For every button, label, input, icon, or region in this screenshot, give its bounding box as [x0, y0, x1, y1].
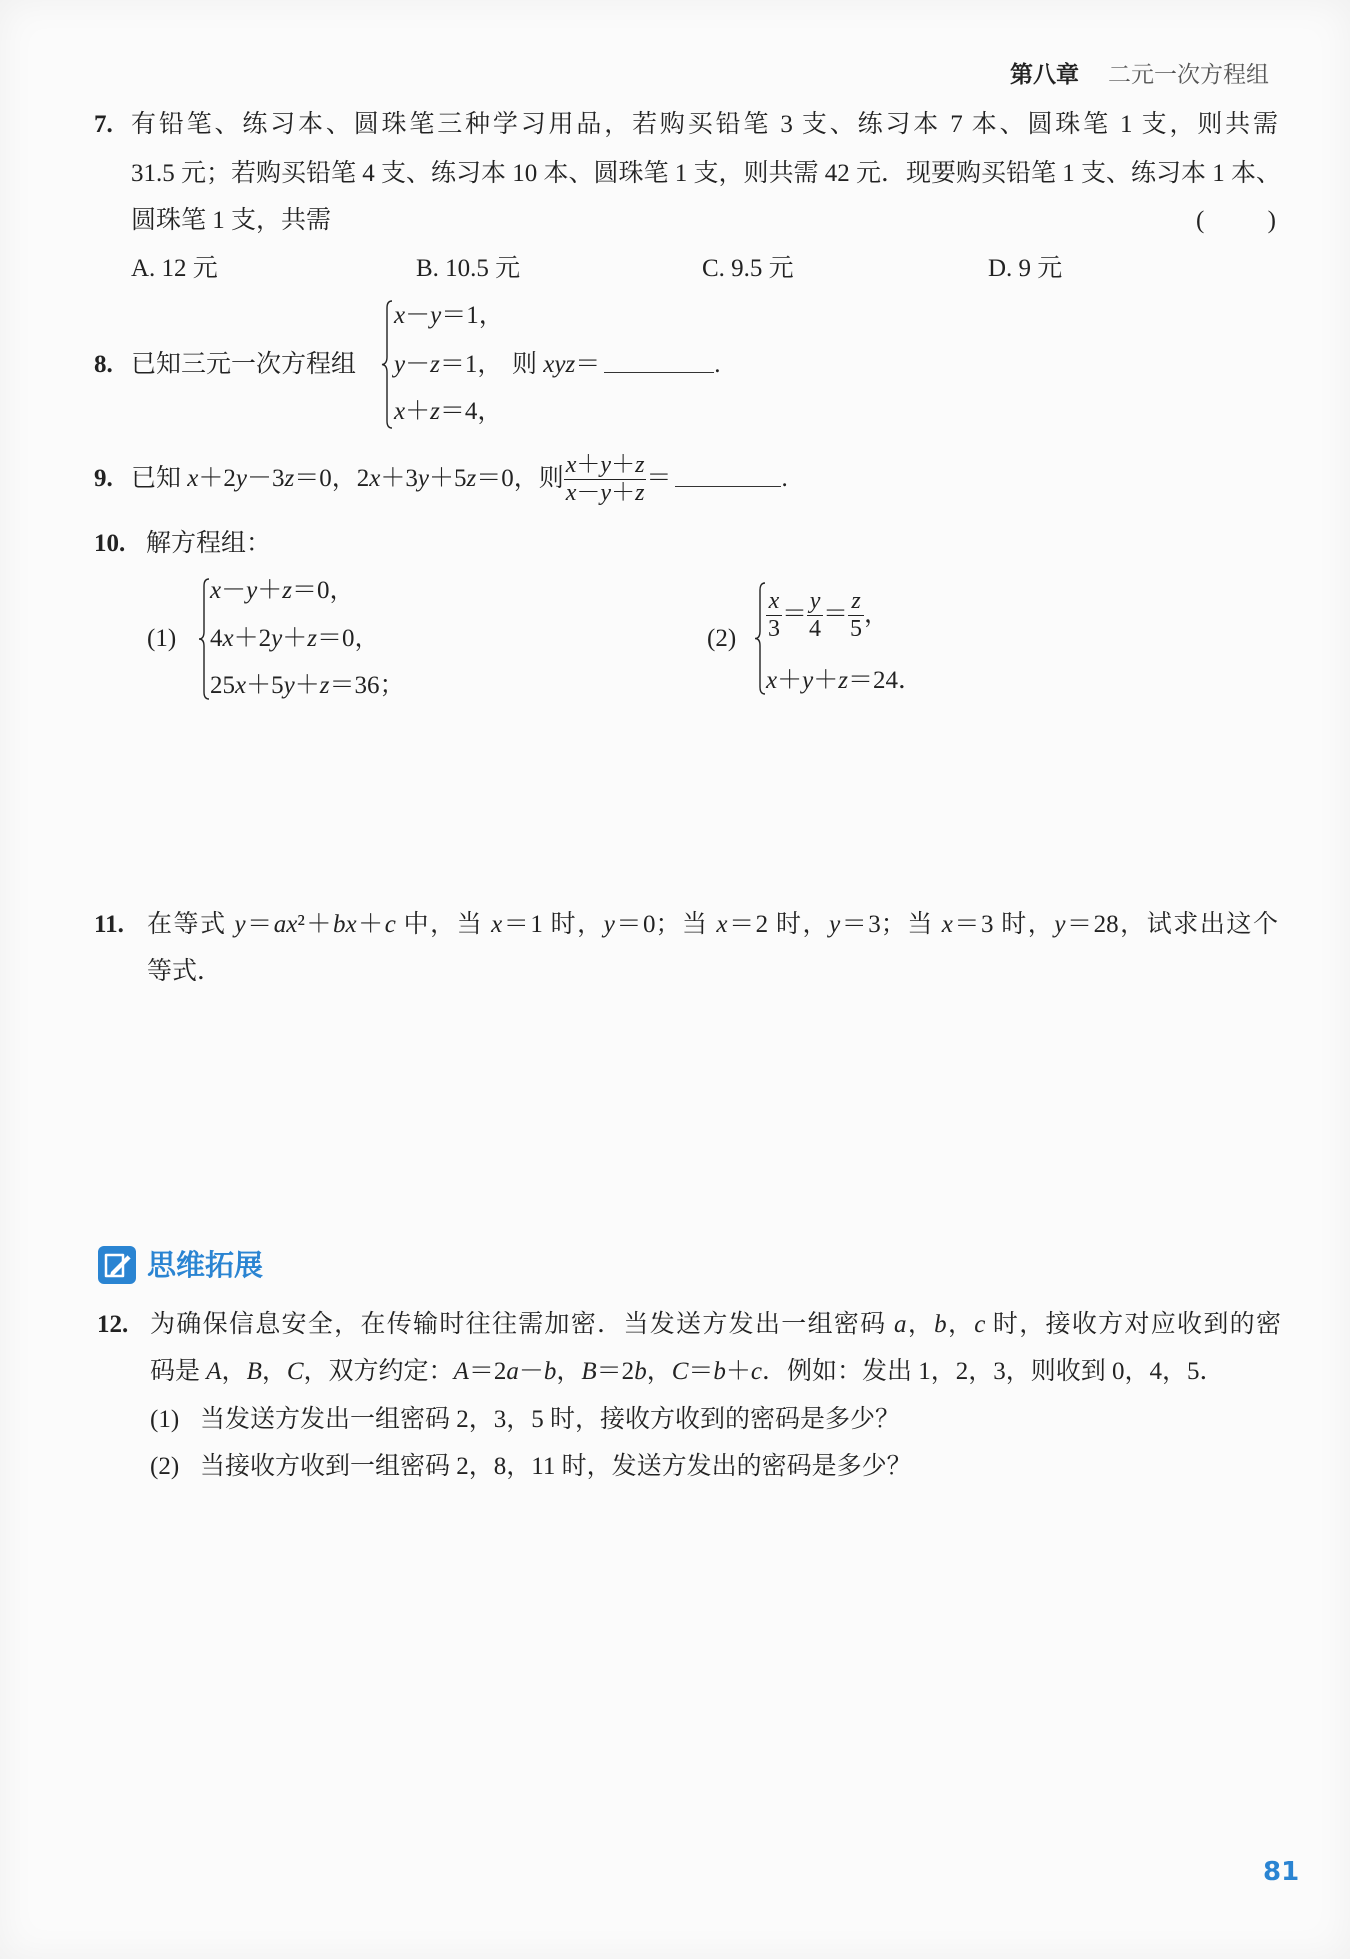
answer-bracket: ( ) [1196, 207, 1276, 234]
fraction [564, 452, 647, 507]
math-variable: b [543, 1358, 557, 1385]
equation: x＋y＋z＝24． [766, 667, 923, 694]
chapter-title: 二元一次方程组 [1108, 62, 1269, 88]
math-variable: z [635, 479, 645, 506]
fraction-numerator [849, 588, 862, 615]
pencil-note-icon [97, 1245, 137, 1285]
proportion-equation [766, 586, 889, 644]
math-variable: A [453, 1358, 469, 1385]
math-variable: y [603, 911, 615, 938]
math-variable: z [319, 672, 330, 699]
math-variable: c [384, 911, 396, 938]
math-variable: y [234, 911, 246, 938]
math-variable: y [600, 451, 612, 478]
math-variable: z [466, 465, 477, 492]
equation: x－y＋z＝0， [210, 577, 355, 604]
question-8-number: 8. [94, 351, 113, 378]
math-variable: x [369, 465, 381, 492]
option-d: D. 9 元 [988, 255, 1063, 282]
question-8-lead: 已知三元一次方程组 [131, 351, 357, 378]
math-variable: x [565, 479, 577, 506]
section-title: 思维拓展 [147, 1248, 264, 1282]
sub-question-label: (1) [150, 1406, 180, 1433]
math-variable: z [282, 577, 292, 604]
fraction [848, 588, 864, 643]
math-variable: x [394, 302, 406, 329]
equation: y－z＝1， [394, 351, 503, 378]
chapter-label: 第八章 [1010, 62, 1079, 88]
fraction [807, 588, 823, 643]
math-variable: a [894, 1311, 907, 1338]
question-11-line: 在等式 y＝ax²＋bx＋c 中，当 x＝1 时，y＝0；当 x＝2 时，y＝3；当 x＝3 时，y＝28，试求出这个 [147, 911, 1278, 938]
equals-sign: ＝ [646, 465, 672, 492]
comma: ， [864, 601, 890, 628]
question-9-row [131, 447, 788, 511]
fraction-numerator [808, 588, 823, 615]
equals-sign: ＝ [823, 601, 849, 628]
math-variable: x [222, 625, 234, 652]
answer-blank [675, 471, 781, 487]
part-2-label: (2) [707, 625, 737, 652]
question-12-number: 12. [97, 1311, 129, 1338]
page-number: 81 [1263, 1857, 1300, 1887]
math-variable: z [307, 625, 317, 652]
option-b: B. 10.5 元 [416, 255, 521, 282]
fraction-denominator: 3 [768, 615, 780, 642]
question-10-number: 10. [94, 530, 126, 557]
math-variable: C [671, 1358, 689, 1385]
sub-question-label: (2) [150, 1453, 180, 1480]
period: . [714, 351, 721, 378]
math-variable: y [283, 672, 295, 699]
question-7-line: 有铅笔、练习本、圆珠笔三种学习用品，若购买铅笔 3 支、练习本 7 本、圆珠笔 1 支，则共需 [131, 111, 1278, 138]
math-variable: y [271, 625, 283, 652]
math-variable: x [491, 911, 503, 938]
math-variable: x [941, 911, 953, 938]
math-variable: z [284, 465, 295, 492]
question-7-number: 7. [94, 111, 113, 138]
math-variable: B [581, 1358, 597, 1385]
math-variable: y [1054, 911, 1066, 938]
math-variable: xyz [543, 351, 576, 378]
math-variable: z [430, 398, 440, 425]
sub-question-text: 当接收方收到一组密码 2，8，11 时，发送方发出的密码是多少？ [200, 1453, 912, 1480]
fraction-denominator: 4 [809, 615, 822, 642]
equation: x－y＝1， [394, 302, 504, 329]
question-12-line: 码是 A，B，C，双方约定：A＝2a－b，B＝2b，C＝b＋c．例如：发出 1，2，3，则收到 0，4，5． [150, 1358, 1225, 1385]
equation: x＋z＝4， [394, 398, 503, 425]
math-variable: y [417, 465, 429, 492]
math-variable: y [430, 302, 442, 329]
math-variable: y [246, 577, 258, 604]
math-variable: x [768, 587, 780, 614]
math-variable: z [851, 587, 861, 614]
math-variable: x [766, 667, 778, 694]
math-variable: B [246, 1358, 262, 1385]
math-variable: ax [273, 911, 298, 938]
math-variable: y [829, 911, 841, 938]
math-variable: x [716, 911, 728, 938]
left-brace [381, 300, 393, 429]
question-8-then: 则 xyz＝ [512, 351, 601, 378]
question-11-line: 等式． [147, 958, 223, 985]
equation: 4x＋2y＋z＝0， [210, 625, 380, 652]
option-a: A. 12 元 [131, 255, 218, 282]
fraction [766, 588, 782, 643]
math-variable: x [394, 398, 406, 425]
question-9-number: 9. [94, 465, 113, 492]
question-11-number: 11. [94, 911, 124, 938]
question-12-line: 为确保信息安全，在传输时往往需加密．当发送方发出一组密码 a，b，c 时，接收方对应收到的密 [150, 1311, 1281, 1338]
math-variable: c [750, 1358, 763, 1385]
math-variable: y [809, 587, 821, 614]
question-9-lead: 已知 x＋2y－3z＝0，2x＋3y＋5z＝0，则 [131, 465, 564, 492]
math-variable: c [974, 1311, 986, 1338]
math-variable: b [713, 1358, 726, 1385]
fraction-denominator: 5 [850, 615, 863, 642]
equals-sign: ＝ [782, 601, 808, 628]
math-variable: y [802, 667, 814, 694]
math-variable: z [838, 667, 848, 694]
math-variable: y [600, 479, 612, 506]
math-variable: x [235, 672, 247, 699]
left-brace [198, 578, 210, 700]
math-variable: y [235, 465, 247, 492]
math-variable: y [394, 351, 406, 378]
question-7-line: 31.5 元；若购买铅笔 4 支、练习本 10 本、圆珠笔 1 支，则共需 42 元．现要购买铅笔 1 支、练习本 1 本、 [131, 160, 1282, 187]
math-variable: x [210, 577, 222, 604]
fraction-numerator: x＋y＋z [565, 451, 645, 478]
sub-question-text: 当发送方发出一组密码 2，3，5 时，接收方收到的密码是多少？ [200, 1406, 901, 1433]
math-variable: C [286, 1358, 304, 1385]
math-variable: b [934, 1311, 947, 1338]
period: . [781, 465, 788, 492]
fraction-numerator [767, 588, 782, 615]
math-variable: z [430, 351, 440, 378]
equation: 25x＋5y＋z＝36； [210, 672, 405, 699]
answer-blank [604, 357, 714, 373]
left-brace [754, 582, 766, 695]
question-8-answer-row [512, 347, 720, 383]
math-variable: bx [332, 911, 357, 938]
math-variable: z [635, 451, 645, 478]
math-variable: x [187, 465, 199, 492]
fraction-denominator: x－y＋z [565, 479, 645, 506]
option-c: C. 9.5 元 [702, 255, 794, 282]
part-1-label: (1) [147, 625, 177, 652]
question-7-line: 圆珠笔 1 支，共需 [131, 207, 332, 234]
math-variable: b [634, 1358, 647, 1385]
math-variable: a [506, 1358, 519, 1385]
math-variable: A [206, 1358, 222, 1385]
math-variable: x [565, 451, 577, 478]
question-10-title: 解方程组： [146, 530, 272, 557]
